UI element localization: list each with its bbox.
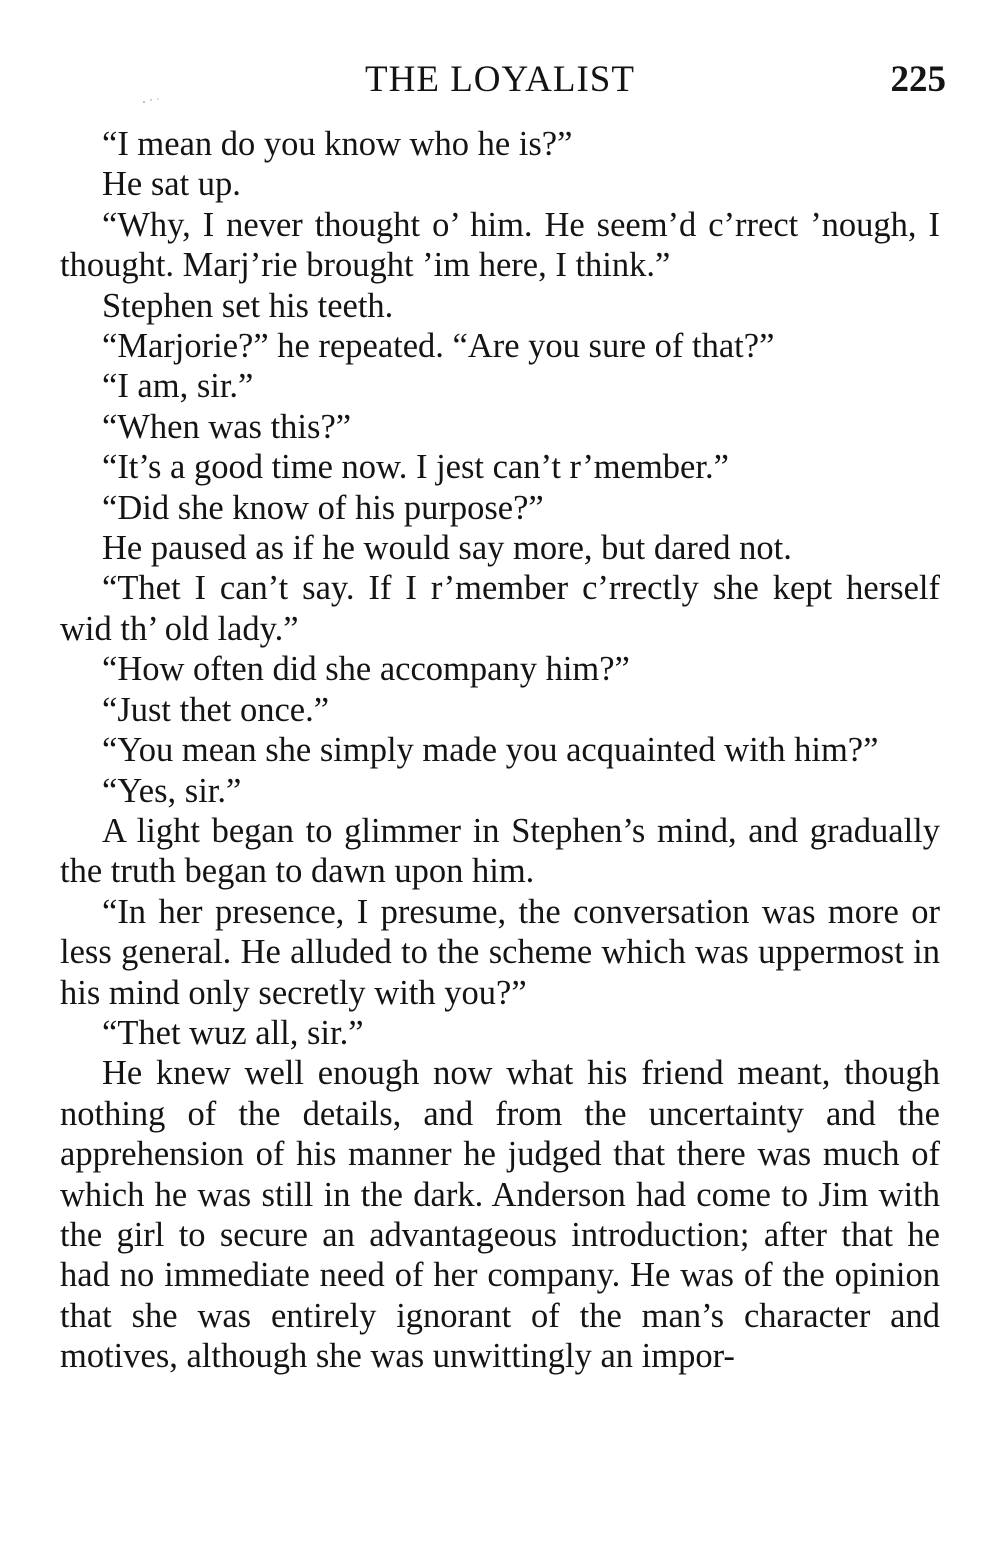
paragraph: “I am, sir.” — [102, 367, 254, 406]
paragraph: “When was this?” — [102, 407, 352, 446]
paragraph: “Thet I can’t say. If I r’member c’rrectly she kept herself wid th’ old lady.” — [60, 569, 940, 648]
paragraph: “It’s a good time now. I jest can’t r’member.” — [102, 448, 729, 487]
paragraph: He knew well enough now what his friend meant, though nothing of the details, and from the uncertainty and the apprehension of his manner he judged that there was much of which he was still in the dark. Anderson had come to Jim with the girl to secure an advantageous introduction; after that he had no immediate need of her company. He was of the opinion that she was entirely ignorant of the man’s character and motives, although she was unwittingly an impor- — [60, 1054, 940, 1376]
paragraph: “Did she know of his purpose?” — [102, 488, 544, 527]
paragraph: He sat up. — [102, 165, 241, 204]
paragraph: A light began to glimmer in Stephen’s mind, and gradually the truth began to dawn upon him. — [60, 811, 940, 891]
paragraph: Stephen set his teeth. — [102, 286, 394, 325]
page-number: 225 — [890, 59, 946, 100]
paragraph: “Why, I never thought o’ him. He seem’d c’rrect ’nough, I thought. Marj’rie brought ’im here, I think.” — [60, 205, 940, 285]
book-page — [60, 0, 946, 1560]
paragraph: “Thet wuz all, sir.” — [102, 1013, 364, 1052]
running-title: THE LOYALIST — [365, 59, 635, 100]
paragraph: “How often did she accompany him?” — [102, 650, 630, 689]
paragraph: “Marjorie?” he repeated. “Are you sure of that?” — [102, 327, 775, 366]
paragraph: “You mean she simply made you acquainted with him?” — [102, 731, 879, 770]
body-text — [60, 124, 940, 1377]
paragraph: He paused as if he would say more, but dared not. — [102, 529, 792, 568]
paragraph: “Yes, sir.” — [102, 771, 242, 810]
running-header — [60, 58, 946, 108]
paragraph: “I mean do you know who he is?” — [102, 125, 573, 163]
paragraph: “Just thet once.” — [102, 690, 330, 729]
paragraph: “In her presence, I presume, the conversation was more or less general. He alluded to the scheme which was uppermost in his mind only secretly with you?” — [60, 892, 940, 1012]
